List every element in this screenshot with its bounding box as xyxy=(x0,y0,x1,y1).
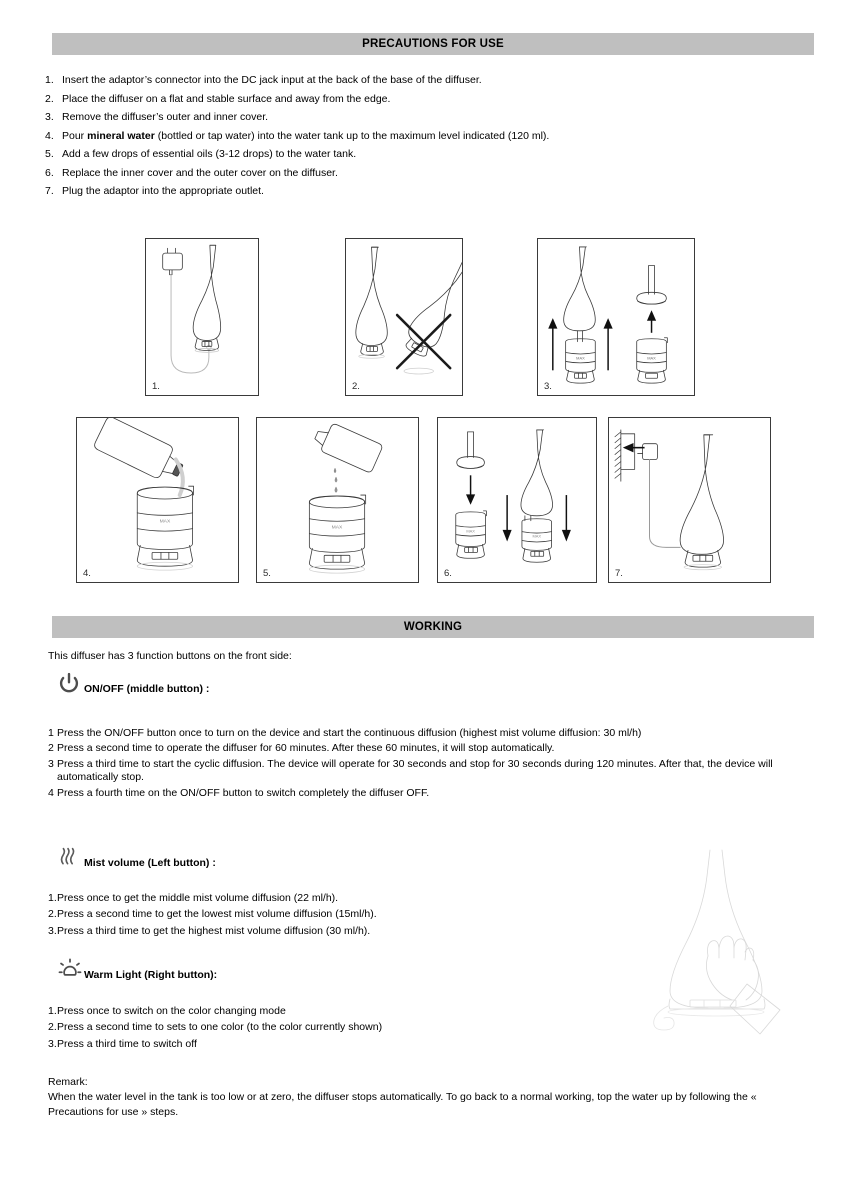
figure-panel-4 xyxy=(76,417,239,583)
list-item xyxy=(0,742,848,755)
list-item-number: 7. xyxy=(45,185,54,197)
list-item-number: 2 xyxy=(48,742,54,755)
working-section-header xyxy=(52,616,814,638)
list-item-text xyxy=(62,74,848,86)
list-item xyxy=(0,787,848,800)
list-item-text xyxy=(62,148,848,160)
list-item-text: Press a third time to start the cyclic diffusion. The device will operate for 30 seconds and stop for 30 seconds during 120 minutes. After that, the device will automatically stop. xyxy=(57,757,773,784)
svg-text:MAX: MAX xyxy=(466,528,475,534)
figure-label: 6. xyxy=(444,568,452,579)
list-item xyxy=(0,111,848,123)
text-part-post: (bottled or tap water) into the water tank up to the maximum level indicated (120 ml). xyxy=(154,129,550,142)
working-intro-text: This diffuser has 3 function buttons on the front side: xyxy=(48,650,292,662)
mist-volume-heading-row xyxy=(58,846,216,870)
text-part-pre: Remove the diffuser’s outer and inner cover. xyxy=(62,111,269,123)
warm-light-heading-row xyxy=(58,958,217,982)
list-item-text: Press a third time to switch off xyxy=(57,1037,197,1050)
precautions-title: PRECAUTIONS FOR USE xyxy=(362,38,504,50)
svg-text:MAX: MAX xyxy=(647,355,656,361)
remark-block xyxy=(48,1075,800,1120)
remark-text: When the water level in the tank is too low or at zero, the diffuser stops automatically. To go back to a normal working, top the water up by following the « Precautions for use » steps. xyxy=(48,1090,757,1118)
list-item-number: 2. xyxy=(48,1021,57,1034)
figure-label: 3. xyxy=(544,381,552,392)
list-item-number: 1. xyxy=(45,74,54,86)
mist-icon xyxy=(58,846,80,870)
svg-text:MAX: MAX xyxy=(159,519,171,525)
figure-panel-2 xyxy=(345,238,463,396)
list-item xyxy=(0,167,848,179)
list-item-text: Press a second time to operate the diffuser for 60 minutes. After these 60 minutes, it will stop automatically. xyxy=(57,742,555,755)
text-part-pre: Place the diffuser on a flat and stable surface and away from the edge. xyxy=(62,92,391,105)
figure-2-artwork xyxy=(346,239,462,395)
warm-light-icon-glyph xyxy=(58,958,82,980)
list-item xyxy=(0,185,848,197)
list-item xyxy=(0,130,848,142)
figure-3-artwork xyxy=(538,239,694,395)
figure-4-artwork xyxy=(77,418,238,582)
figure-panel-7 xyxy=(608,417,771,583)
list-item-text: Press a second time to sets to one color (to the color currently shown) xyxy=(57,1021,383,1034)
list-item-text xyxy=(62,111,848,123)
warm-light-heading-text: Warm Light (Right button): xyxy=(84,969,218,981)
list-item-number: 3 xyxy=(48,757,54,770)
list-item xyxy=(0,892,848,905)
figure-7-artwork xyxy=(609,418,770,582)
warm-light-icon xyxy=(58,958,80,982)
list-item-number: 3. xyxy=(45,111,54,123)
text-part-pre: Replace the inner cover and the outer cover on the diffuser. xyxy=(62,166,338,179)
working-title: WORKING xyxy=(403,621,463,633)
svg-text:MAX: MAX xyxy=(331,525,343,531)
list-item-number: 1. xyxy=(48,1005,57,1017)
list-item-number: 5. xyxy=(45,148,54,160)
figure-label: 1. xyxy=(152,381,160,392)
figure-panel-3 xyxy=(537,238,695,396)
list-item xyxy=(0,727,848,740)
list-item-number: 3. xyxy=(48,924,57,937)
figure-label: 4. xyxy=(83,568,91,579)
list-item-text xyxy=(62,93,848,105)
list-item-number: 2. xyxy=(48,908,57,921)
onoff-heading-text: ON/OFF (middle button) : xyxy=(84,683,210,695)
figure-panel-6 xyxy=(437,417,597,583)
figure-label: 5. xyxy=(263,568,271,579)
text-part-pre: Plug the adaptor into the appropriate outlet. xyxy=(62,185,264,197)
list-item xyxy=(0,925,848,938)
figure-panel-1 xyxy=(145,238,259,396)
list-item-number: 4 xyxy=(48,786,54,799)
list-item xyxy=(0,1005,848,1018)
list-item-text xyxy=(62,130,848,142)
mist-volume-instruction-list xyxy=(0,892,848,940)
mist-icon-glyph xyxy=(58,846,78,868)
list-item-number: 1. xyxy=(48,892,57,904)
list-item xyxy=(0,758,848,785)
list-item-number: 4. xyxy=(45,129,54,142)
svg-text:MAX: MAX xyxy=(576,355,585,361)
figure-1-artwork xyxy=(146,239,258,395)
power-icon xyxy=(58,672,80,696)
onoff-heading-row xyxy=(58,672,209,696)
figure-5-artwork xyxy=(257,418,418,582)
remark-label: Remark: xyxy=(48,1076,88,1088)
precautions-list xyxy=(0,74,848,204)
list-item-number: 6. xyxy=(45,166,54,179)
list-item-number: 1 xyxy=(48,727,54,739)
svg-text:MAX: MAX xyxy=(532,533,542,539)
list-item-text: Press a second time to get the lowest mist volume diffusion (15ml/h). xyxy=(57,908,377,921)
text-part-pre: Pour xyxy=(62,129,88,142)
figure-label: 7. xyxy=(615,568,623,579)
text-part-pre: Insert the adaptor’s connector into the DC jack input at the back of the base of the diffuser. xyxy=(62,74,482,86)
list-item-text: Press a third time to get the highest mist volume diffusion (30 ml/h). xyxy=(57,924,371,937)
text-part-bold: mineral water xyxy=(87,129,155,142)
figure-panel-5 xyxy=(256,417,419,583)
warm-light-instruction-list xyxy=(0,1005,848,1053)
list-item-number: 2. xyxy=(45,92,54,105)
list-item xyxy=(0,1038,848,1051)
list-item xyxy=(0,908,848,921)
list-item-text xyxy=(62,185,848,197)
list-item xyxy=(0,93,848,105)
list-item-text: Press once to get the middle mist volume diffusion (22 ml/h). xyxy=(57,892,339,904)
list-item xyxy=(0,74,848,86)
list-item xyxy=(0,1021,848,1034)
power-icon-glyph xyxy=(58,672,80,694)
figure-6-artwork xyxy=(438,418,596,582)
mist-volume-heading-text: Mist volume (Left button) : xyxy=(84,857,216,869)
list-item xyxy=(0,148,848,160)
list-item-text: Press a fourth time on the ON/OFF button to switch completely the diffuser OFF. xyxy=(57,786,430,799)
list-item-text: Press the ON/OFF button once to turn on the device and start the continuous diffusion (highest mist volume diffusion: 30 ml/h) xyxy=(57,727,642,739)
list-item-text xyxy=(62,167,848,179)
figure-label: 2. xyxy=(352,381,360,392)
list-item-number: 3. xyxy=(48,1037,57,1050)
text-part-pre: Add a few drops of essential oils (3-12 drops) to the water tank. xyxy=(62,148,357,160)
onoff-instruction-list xyxy=(0,727,848,802)
precautions-section-header xyxy=(52,33,814,55)
list-item-text: Press once to switch on the color changing mode xyxy=(57,1005,286,1017)
